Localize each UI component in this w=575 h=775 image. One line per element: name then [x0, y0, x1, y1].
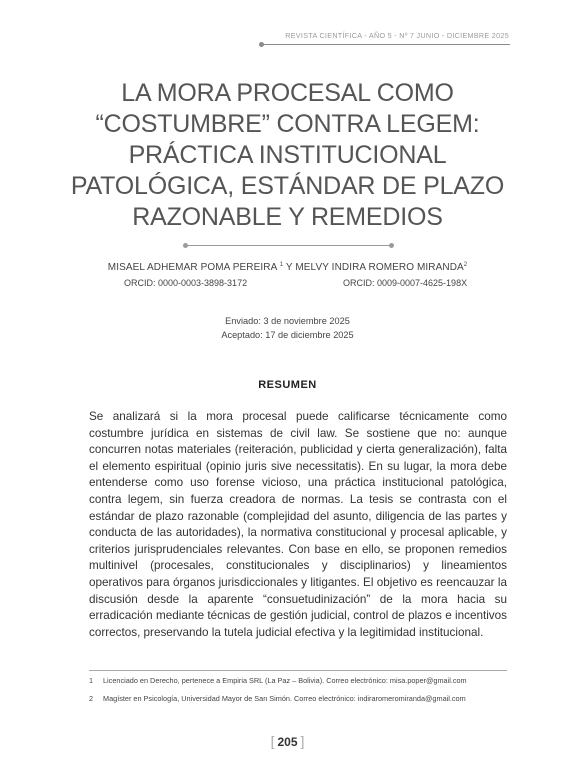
page-bracket-close: ]: [300, 733, 305, 749]
title-line: PATOLÓGICA, ESTÁNDAR DE PLAZO: [70, 172, 505, 200]
footnote-number: 1: [89, 676, 94, 685]
author-orcid: ORCID: 0000-0003-3898-3172: [124, 278, 248, 288]
footnote-divider: [89, 670, 507, 671]
footnote: [89, 676, 519, 685]
title-line: “COSTUMBRE” CONTRA LEGEM:: [95, 110, 480, 138]
submitted-date: Enviado: 3 de noviembre 2025: [225, 316, 350, 326]
article-dates: [0, 314, 575, 342]
footnote-text: Magíster en Psicología, Universidad Mayor de San Simón. Correo electrónico: indiraromeromiranda@gmail.com: [103, 694, 466, 703]
page-bracket-open: [: [270, 733, 275, 749]
accepted-date: Aceptado: 17 de diciembre 2025: [221, 330, 354, 340]
footnote: [89, 694, 519, 703]
author-name: MELVY INDIRA ROMERO MIRANDA: [295, 262, 464, 273]
title-line: LA MORA PROCESAL COMO: [121, 79, 454, 107]
author-orcid: ORCID: 0009-0007-4625-198X: [343, 278, 468, 288]
journal-header: REVISTA CIENTÍFICA - AÑO 5 - Nº 7 JUNIO - DICIEMBRE 2025: [285, 31, 509, 40]
footnote-text: Licenciado en Derecho, pertenece a Empiria SRL (La Paz – Bolivia). Correo electrónico: misa.poper@gmail.com: [103, 676, 467, 685]
author-separator: Y: [285, 262, 293, 273]
title-line: RAZONABLE Y REMEDIOS: [132, 203, 443, 231]
title-line: PRÁCTICA INSTITUCIONAL: [128, 141, 447, 169]
title-divider: [186, 245, 391, 246]
footnote-number: 2: [89, 694, 94, 703]
article-title: [60, 78, 515, 233]
author-line: [60, 262, 515, 273]
author-name: MISAEL ADHEMAR POMA PEREIRA: [107, 262, 277, 273]
author-footnote-marker: 2: [463, 262, 468, 268]
header-divider: [262, 44, 510, 45]
abstract-body: Se analizará si la mora procesal puede calificarse técnicamente como costumbre jurídica en sistemas de civil law. Se sostiene que no: aunque concurren notas materiales (reiteración, publicidad y cierta generalización), falta el elemento espiritual (opinio juris sive necessitatis). En su lugar, la mora debe entenderse como uso forense vicioso, una práctica institucional patológica, contra legem, sin fuerza creadora de normas. La tesis se contrasta con el estándar de plazo razonable (complejidad del asunto, diligencia de las partes y conducta de las autoridades), la normativa constitucional y procesal aplicable, y criterios jurisprudenciales relevantes. Con base en ello, se proponen remedios multinivel (procesales, constitucionales y disciplinarios) y lineamientos operativos para órganos jurisdiccionales y litigantes. El objetivo es reencauzar la discusión desde la aparente “consuetudinización” de la mora hacia su erradicación mediante técnicas de gestión judicial, control de plazos e incentivos correctos, preservando la tutela judicial efectiva y la legitimidad institucional.: [89, 410, 507, 639]
page-number-value: 205: [277, 735, 298, 749]
page-number: [0, 733, 575, 749]
author-footnote-marker: 1: [279, 262, 284, 268]
abstract-heading: RESUMEN: [258, 379, 317, 391]
